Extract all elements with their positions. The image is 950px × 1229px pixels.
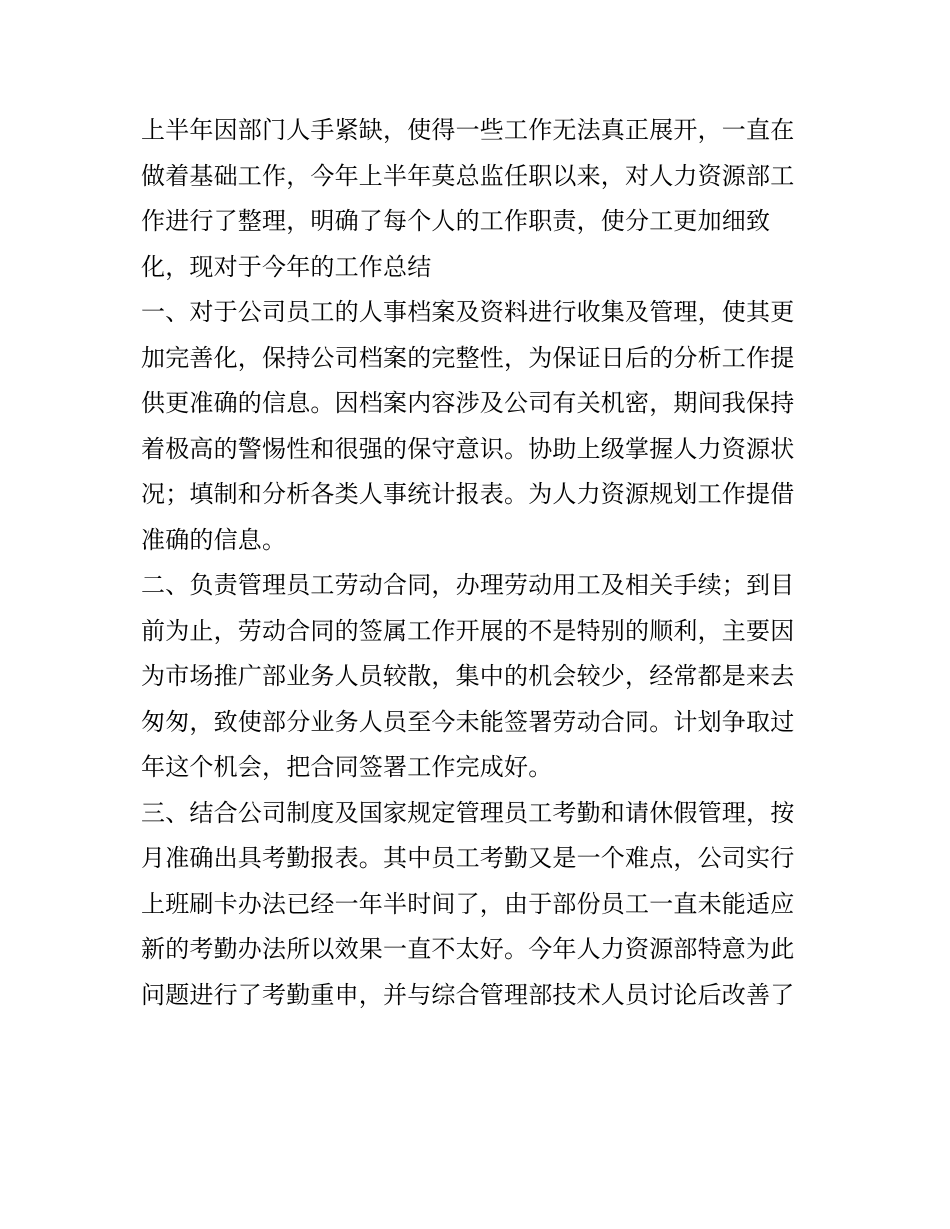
text-line: 加完善化，保持公司档案的完整性，为保证日后的分析工作提: [141, 343, 795, 372]
text-line: 问题进行了考勤重申，并与综合管理部技术人员讨论后改善了: [141, 980, 795, 1009]
text-line: 匆匆，致使部分业务人员至今未能签署劳动合同。计划争取过: [141, 707, 795, 736]
text-line: 做着基础工作，今年上半年莫总监任职以来，对人力资源部工: [141, 161, 795, 190]
section-three-line: 三、结合公司制度及国家规定管理员工考勤和请休假管理，按: [141, 798, 795, 827]
text-line: 上半年因部门人手紧缺，使得一些工作无法真正展开，一直在: [141, 116, 795, 144]
text-line: 作进行了整理，明确了每个人的工作职责，使分工更加细致: [141, 207, 771, 235]
text-line: 新的考勤办法所以效果一直不太好。今年人力资源部特意为此: [141, 935, 795, 963]
text-line: 着极高的警惕性和很强的保守意识。协助上级掌握人力资源状: [141, 434, 795, 463]
text-line: 准确的信息。: [141, 525, 287, 554]
text-line: 前为止，劳动合同的签属工作开展的不是特别的顺利，主要因: [141, 616, 795, 645]
section-one-line: 一、对于公司员工的人事档案及资料进行收集及管理，使其更: [141, 298, 795, 326]
document-body: [141, 108, 821, 1018]
text-line: 年这个机会，把合同签署工作完成好。: [141, 753, 553, 781]
text-line: 化，现对于今年的工作总结: [141, 252, 432, 281]
section-two-line: 二、负责管理员工劳动合同，办理劳动用工及相关手续；到目: [141, 571, 795, 599]
text-line: 为市场推广部业务人员较散，集中的机会较少，经常都是来去: [141, 662, 795, 690]
text-line: 上班刷卡办法已经一年半时间了，由于部份员工一直未能适应: [141, 889, 795, 918]
text-line: 月准确出具考勤报表。其中员工考勤又是一个难点，公司实行: [141, 844, 795, 872]
text-line: 况；填制和分析各类人事统计报表。为人力资源规划工作提借: [141, 480, 795, 508]
text-line: 供更准确的信息。因档案内容涉及公司有关机密，期间我保持: [141, 389, 795, 417]
